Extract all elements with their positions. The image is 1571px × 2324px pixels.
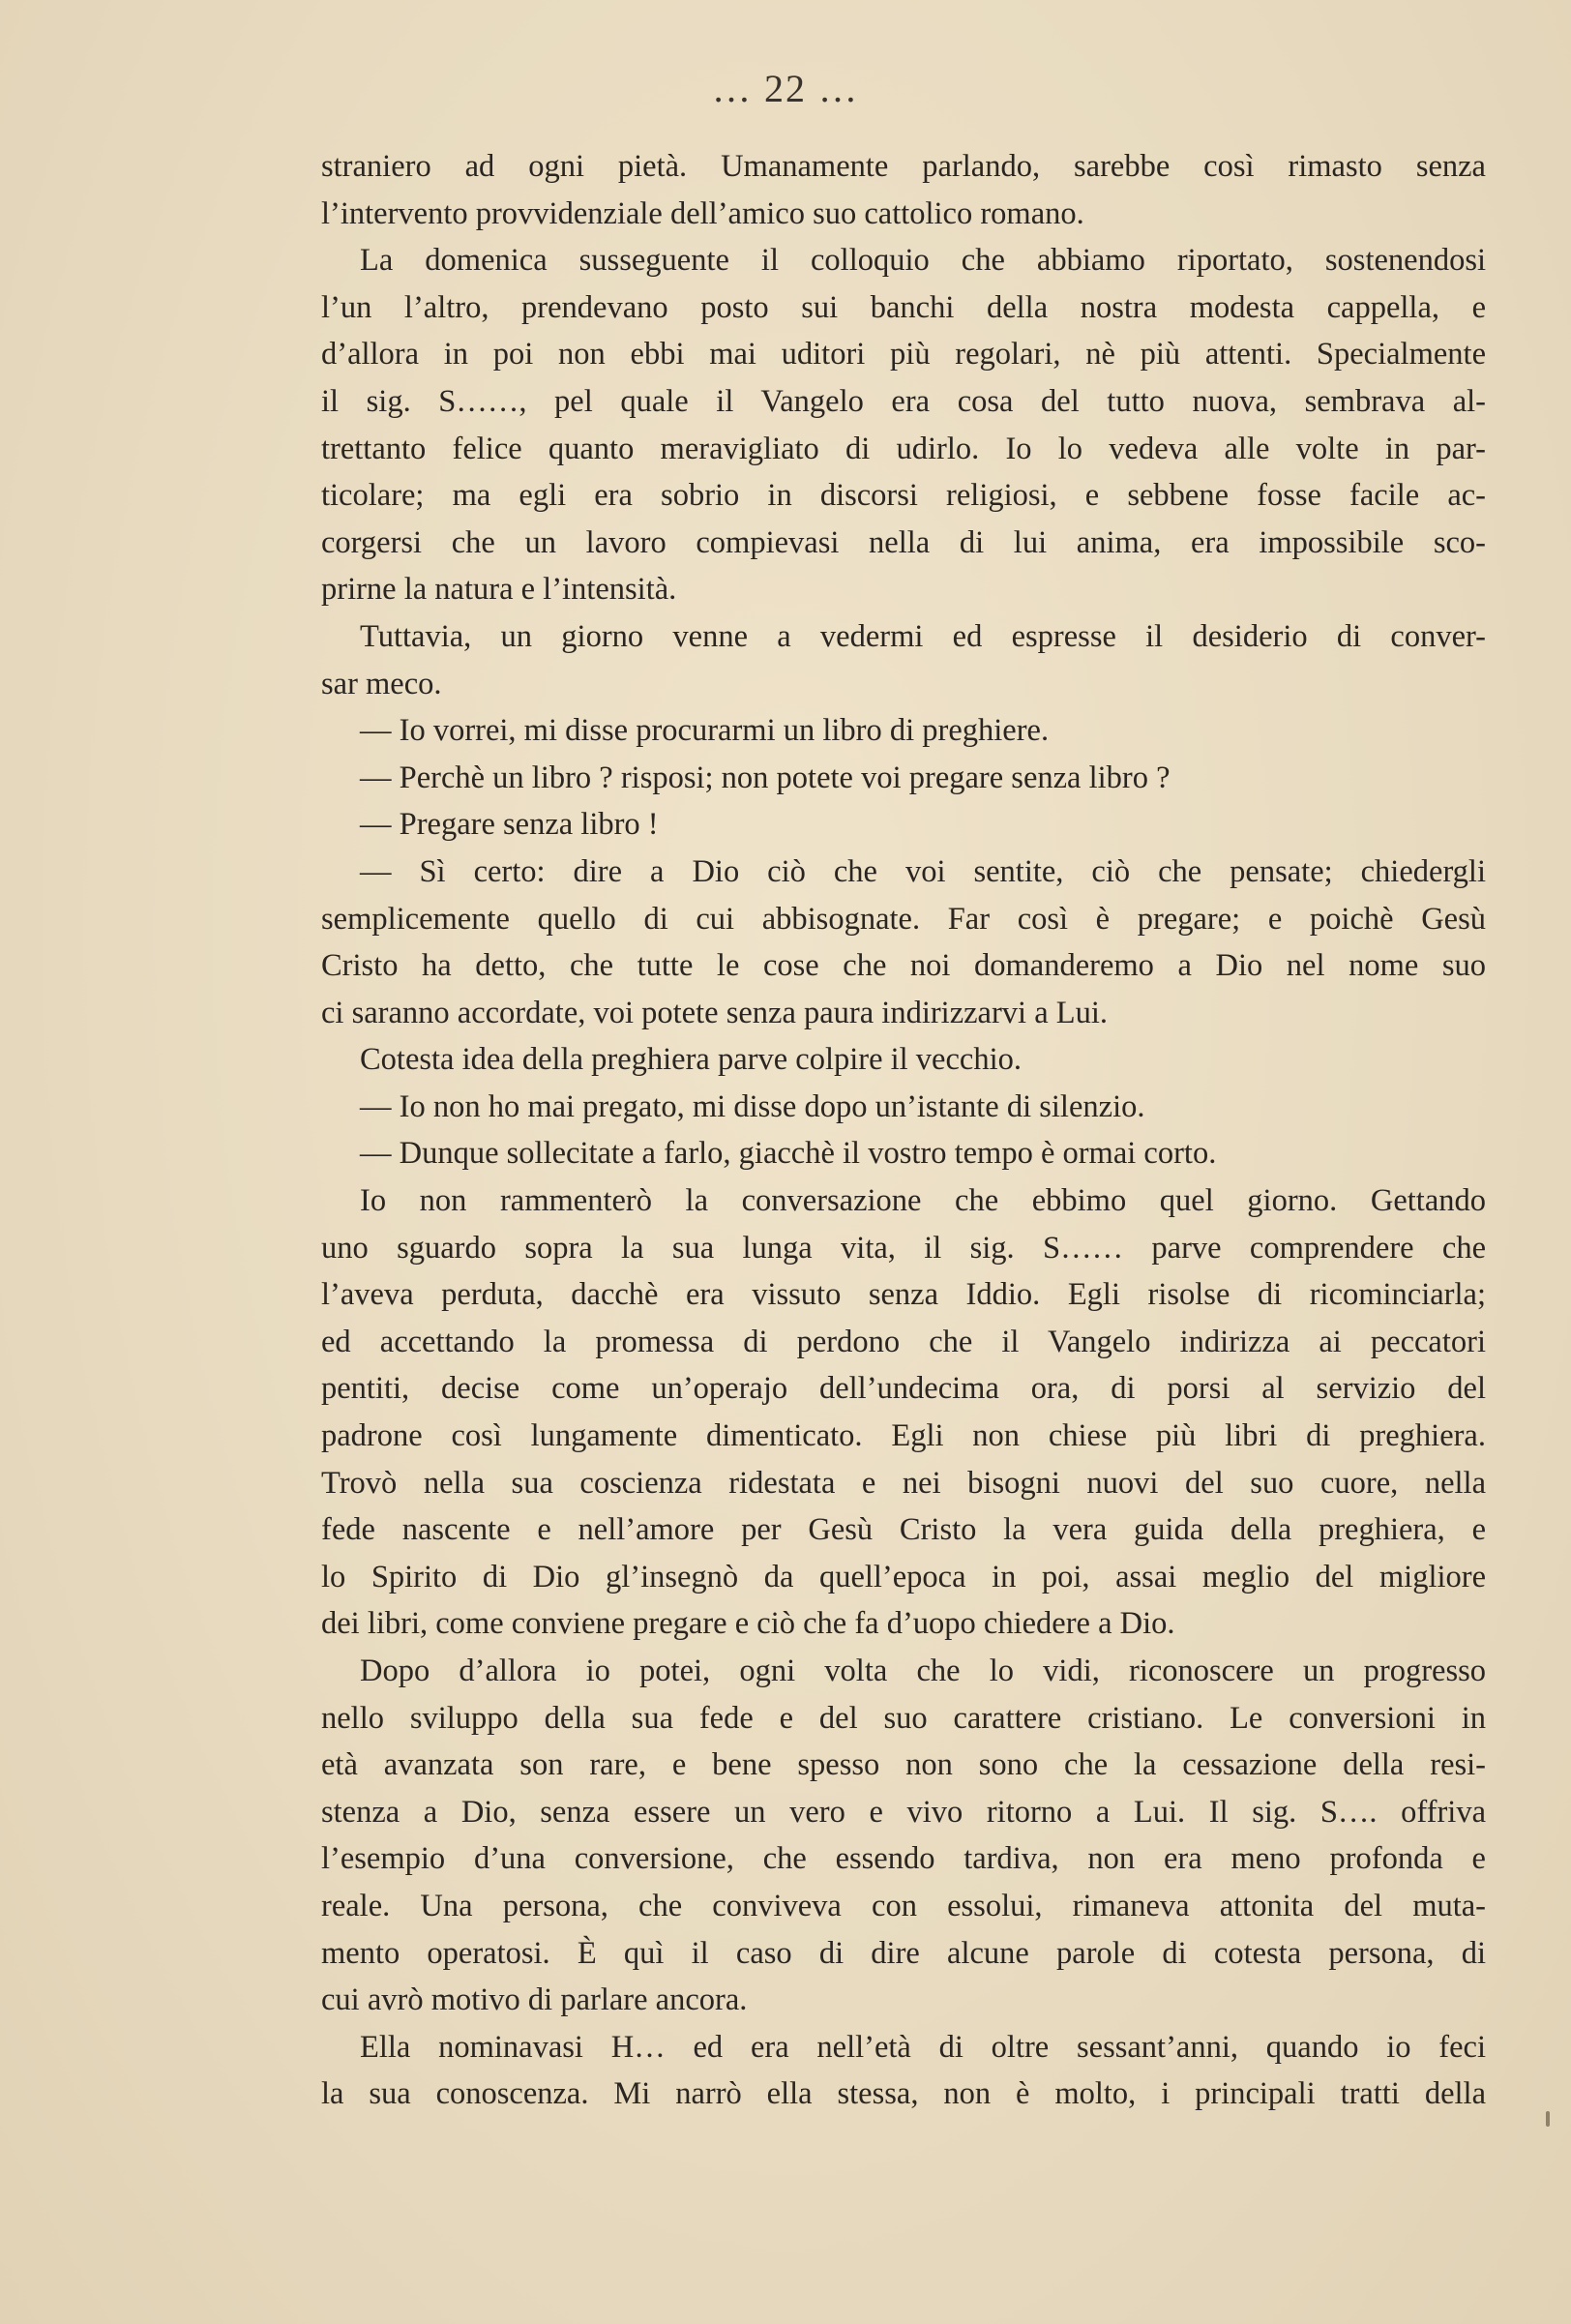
- text-line: Cristo ha detto, che tutte le cose che noi domanderemo a Dio nel nome suo: [321, 948, 1486, 984]
- text-line: ticolare; ma egli era sobrio in discorsi religiosi, e sebbene fosse facile ac-: [321, 478, 1486, 514]
- text-line: — Io vorrei, mi disse procurarmi un libro di preghiere.: [360, 713, 1050, 749]
- text-line: Cotesta idea della preghiera parve colpire il vecchio.: [360, 1042, 1022, 1078]
- text-line: semplicemente quello di cui abbisognate. Far così è pregare; e poichè Gesù: [321, 901, 1486, 937]
- text-line: età avanzata son rare, e bene spesso non sono che la cessazione della resi-: [321, 1747, 1486, 1783]
- text-line: trettanto felice quanto meravigliato di udirlo. Io lo vedeva alle volte in par-: [321, 431, 1486, 466]
- text-line: stenza a Dio, senza essere un vero e vivo ritorno a Lui. Il sig. S…. offriva: [321, 1794, 1486, 1830]
- text-line: d’allora in poi non ebbi mai uditori più regolari, nè più attenti. Specialmente: [321, 337, 1486, 372]
- text-line: la sua conoscenza. Mi narrò ella stessa, non è molto, i principali tratti della: [321, 2076, 1486, 2112]
- text-line: lo Spirito di Dio gl’insegnò da quell’epoca in poi, assai meglio del migliore: [321, 1559, 1486, 1594]
- text-line: uno sguardo sopra la sua lunga vita, il sig. S…… parve comprendere che: [321, 1230, 1486, 1266]
- text-line: — Sì certo: dire a Dio ciò che voi sentite, ciò che pensate; chiedergli: [360, 853, 1486, 889]
- text-line: pentiti, decise come un’operajo dell’undecima ora, di porsi al servizio del: [321, 1371, 1486, 1407]
- text-line: Dopo d’allora io potei, ogni volta che lo vidi, riconoscere un progresso: [360, 1654, 1486, 1688]
- text-line: reale. Una persona, che conviveva con essolui, rimaneva attonita del muta-: [321, 1888, 1486, 1923]
- text-line: l’un l’altro, prendevano posto sui banchi della nostra modesta cappella, e: [321, 289, 1486, 325]
- text-line: — Dunque sollecitate a farlo, giacchè il vostro tempo è ormai corto.: [360, 1136, 1217, 1172]
- text-line: La domenica susseguente il colloquio che abbiamo riportato, sostenendosi: [360, 243, 1486, 279]
- text-line: ci saranno accordate, voi potete senza paura indirizzarvi a Lui.: [321, 995, 1109, 1030]
- text-line: il sig. S……, pel quale il Vangelo era cosa del tutto nuova, sembrava al-: [321, 383, 1486, 419]
- text-line: ed accettando la promessa di perdono che il Vangelo indirizza ai peccatori: [321, 1324, 1486, 1359]
- edge-mark: [1546, 2111, 1550, 2127]
- text-line: Ella nominavasi H… ed era nell’età di oltre sessant’anni, quando io feci: [360, 2029, 1486, 2065]
- text-line: dei libri, come conviene pregare e ciò che fa d’uopo chiedere a Dio.: [321, 1606, 1175, 1642]
- text-line: Trovò nella sua coscienza ridestata e nei bisogni nuovi del suo cuore, nella: [321, 1465, 1486, 1501]
- text-line: l’esempio d’una conversione, che essendo tardiva, non era meno profonda e: [321, 1841, 1486, 1877]
- text-line: nello sviluppo della sua fede e del suo carattere cristiano. Le conversioni in: [321, 1700, 1486, 1736]
- text-line: corgersi che un lavoro compievasi nella di lui anima, era impossibile sco-: [321, 524, 1486, 560]
- text-line: padrone così lungamente dimenticato. Egli non chiese più libri di preghiera.: [321, 1418, 1486, 1454]
- text-line: — Perchè un libro ? risposi; non potete voi pregare senza libro ?: [360, 760, 1171, 795]
- text-line: sar meco.: [321, 666, 442, 701]
- text-line: — Io non ho mai pregato, mi disse dopo un’istante di silenzio.: [360, 1088, 1145, 1124]
- text-line: mento operatosi. È quì il caso di dire alcune parole di cotesta persona, di: [321, 1935, 1486, 1971]
- text-line: straniero ad ogni pietà. Umanamente parlando, sarebbe così rimasto senza: [321, 149, 1486, 184]
- text-line: l’intervento provvidenziale dell’amico suo cattolico romano.: [321, 195, 1084, 231]
- text-line: cui avrò motivo di parlare ancora.: [321, 1982, 748, 2018]
- page-number: … 22 …: [712, 67, 859, 110]
- text-line: l’aveva perduta, dacchè era vissuto senza Iddio. Egli risolse di ricominciarla;: [321, 1277, 1486, 1313]
- text-line: — Pregare senza libro !: [360, 807, 659, 843]
- body-text: [321, 143, 1486, 2118]
- text-line: prirne la natura e l’intensità.: [321, 572, 677, 608]
- text-line: Io non rammenterò la conversazione che ebbimo quel giorno. Gettando: [360, 1183, 1486, 1219]
- text-line: fede nascente e nell’amore per Gesù Cristo la vera guida della preghiera, e: [321, 1512, 1486, 1548]
- text-line: Tuttavia, un giorno venne a vedermi ed espresse il desiderio di conver-: [360, 618, 1486, 654]
